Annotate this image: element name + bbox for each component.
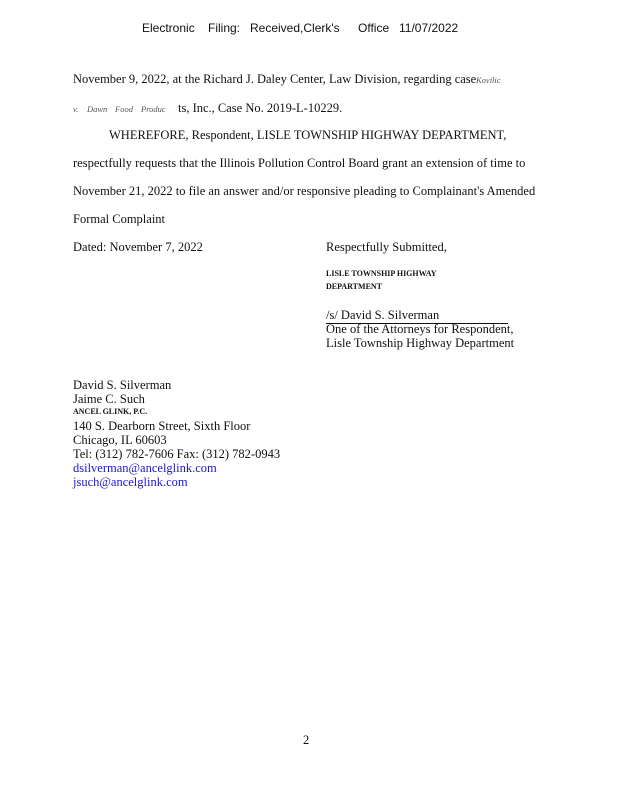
contact-city: Chicago, IL 60603 xyxy=(73,433,167,447)
firm-name-line-1: LISLE TOWNSHIP HIGHWAY xyxy=(326,269,437,278)
header-date: 11/07/2022 xyxy=(399,21,459,35)
body-line-5: November 21, 2022 to file an answer and/or responsive pleading to Complainant's Amended xyxy=(73,184,536,198)
page-number: 2 xyxy=(303,733,310,747)
email-link-1[interactable]: dsilverman@ancelglink.com xyxy=(73,461,217,475)
signature-line: /s/ David S. Silverman xyxy=(326,308,508,324)
client-name: Lisle Township Highway Department xyxy=(326,336,515,350)
contact-name-1: David S. Silverman xyxy=(73,378,172,392)
case-name-produc: Produc xyxy=(141,104,166,114)
email-link-2[interactable]: jsuch@ancelglink.com xyxy=(73,475,188,489)
header-electronic: Electronic xyxy=(142,21,195,35)
respectfully-submitted: Respectfully Submitted, xyxy=(326,240,447,254)
body-line-1: November 9, 2022, at the Richard J. Daley Center, Law Division, regarding case xyxy=(73,72,477,86)
firm-name-line-2: DEPARTMENT xyxy=(326,282,383,291)
contact-firm: ANCEL GLINK, P.C. xyxy=(73,407,148,416)
contact-name-2: Jaime C. Such xyxy=(73,392,145,406)
contact-phone: Tel: (312) 782-7606 Fax: (312) 782-0943 xyxy=(73,447,281,461)
case-name-dawn: Dawn xyxy=(87,104,108,114)
header-filing: Filing: xyxy=(208,21,241,35)
attorneys-for: One of the Attorneys for Respondent, xyxy=(326,322,514,336)
dated-line: Dated: November 7, 2022 xyxy=(73,240,203,254)
body-line-4: respectfully requests that the Illinois Pollution Control Board grant an extension of time to xyxy=(73,156,526,170)
body-line-6: Formal Complaint xyxy=(73,212,166,226)
case-name-v: v. xyxy=(73,104,79,114)
contact-street: 140 S. Dearborn Street, Sixth Floor xyxy=(73,419,251,433)
body-wherefore: WHEREFORE, Respondent, LISLE TOWNSHIP HIGHWAY DEPARTMENT, xyxy=(109,128,507,142)
body-line-2: ts, Inc., Case No. 2019-L-10229. xyxy=(178,101,343,115)
case-name-food: Food xyxy=(115,104,133,114)
header-received: Received,Clerk's xyxy=(250,21,340,35)
header-office: Office xyxy=(358,21,390,35)
case-name-fragment: Kovilic xyxy=(476,75,501,85)
